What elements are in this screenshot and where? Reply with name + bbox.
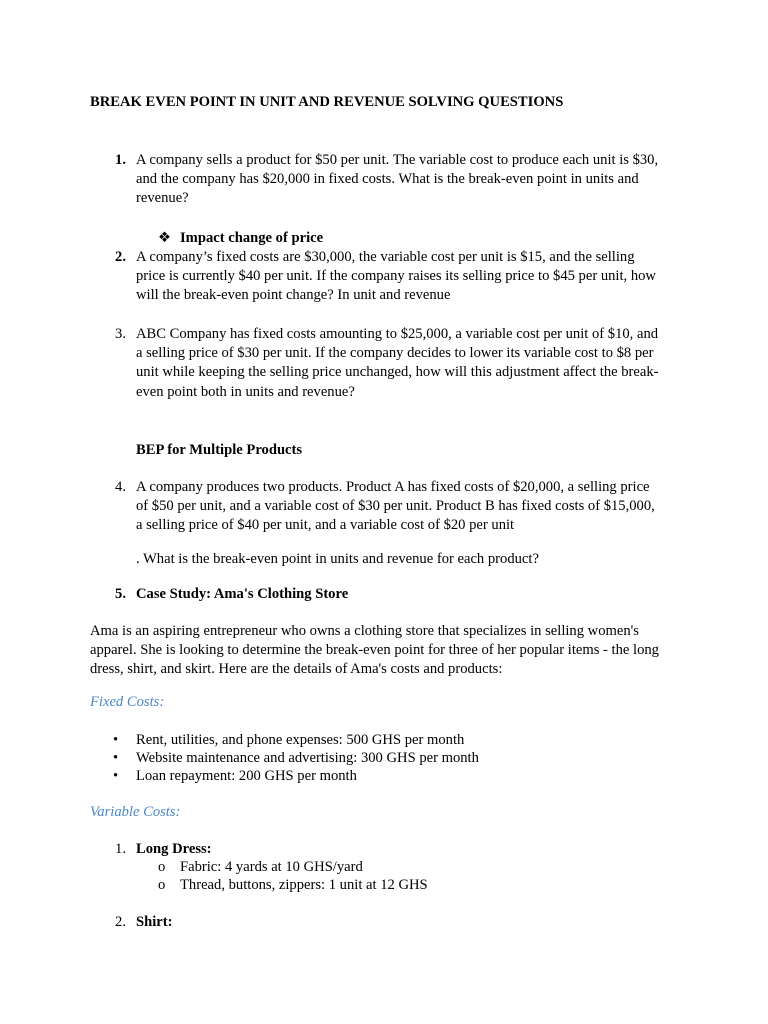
question-2-line: A company’s fixed costs are $30,000, the variable cost per unit is $15, and the selling: [136, 249, 635, 265]
case-intro-paragraph: [90, 622, 659, 680]
question-3-line: unit while keeping the selling price unchanged, how will this adjustment affect the break-: [136, 364, 659, 381]
variable-item-number: 1.: [115, 841, 126, 857]
question-4-text: [136, 478, 655, 536]
bullet-dot-icon: •: [113, 732, 119, 748]
diamond-bullet-icon: ❖: [158, 230, 172, 246]
fixed-cost-item: Rent, utilities, and phone expenses: 500 GHS per month: [136, 732, 465, 748]
question-4-line: of $50 per unit, and a variable cost of $30 per unit. Product B has fixed costs of $15,000,: [136, 498, 655, 515]
bullet-dot-icon: •: [113, 750, 119, 766]
variable-item-detail: Fabric: 4 yards at 10 GHS/yard: [180, 859, 363, 875]
question-3-number: 3.: [115, 326, 126, 342]
fixed-costs-heading: Fixed Costs:: [90, 694, 165, 710]
question-1-line: and the company has $20,000 in fixed costs. What is the break-even point in units and: [136, 171, 639, 188]
case-intro-line: Ama is an aspiring entrepreneur who owns a clothing store that specializes in selling women's: [90, 623, 639, 639]
variable-costs-heading: Variable Costs:: [90, 804, 181, 820]
question-3-text: [136, 325, 659, 402]
circle-bullet-icon: o: [158, 877, 166, 893]
bep-multiple-heading: BEP for Multiple Products: [136, 442, 303, 458]
question-4-line: A company produces two products. Product A has fixed costs of $20,000, a selling price: [136, 479, 650, 495]
impact-heading: Impact change of price: [180, 230, 324, 246]
case-intro-line: dress, shirt, and skirt. Here are the details of Ama's costs and products:: [90, 661, 503, 678]
case-intro-line: apparel. She is looking to determine the break-even point for three of her popular items - the long: [90, 642, 659, 659]
question-3-line: a selling price of $30 per unit. If the company decides to lower its variable cost to $8 per: [136, 345, 654, 362]
question-5-number: 5.: [115, 586, 126, 602]
question-4-followup: . What is the break-even point in units and revenue for each product?: [136, 551, 539, 567]
circle-bullet-icon: o: [158, 859, 166, 875]
question-2-text: [136, 248, 656, 306]
question-4-number: 4.: [115, 479, 126, 495]
question-4-line: a selling price of $40 per unit, and a variable cost of $20 per unit: [136, 517, 515, 534]
variable-item-detail: Thread, buttons, zippers: 1 unit at 12 GHS: [180, 877, 428, 893]
variable-item-name: Long Dress:: [136, 841, 212, 857]
variable-item-number: 2.: [115, 914, 126, 930]
bullet-dot-icon: •: [113, 768, 119, 784]
fixed-cost-item: Loan repayment: 200 GHS per month: [136, 768, 357, 784]
question-1-number: 1.: [115, 152, 126, 168]
question-1-line: revenue?: [136, 190, 189, 207]
variable-item-name: Shirt:: [136, 914, 173, 930]
question-1-text: [136, 151, 658, 209]
question-2-line: will the break-even point change? In unit and revenue: [136, 287, 451, 304]
question-1-line: A company sells a product for $50 per unit. The variable cost to produce each unit is $30,: [136, 152, 659, 168]
case-study-heading: Case Study: Ama's Clothing Store: [136, 586, 349, 602]
document-title: BREAK EVEN POINT IN UNIT AND REVENUE SOLVING QUESTIONS: [90, 94, 564, 110]
fixed-cost-item: Website maintenance and advertising: 300 GHS per month: [136, 750, 479, 766]
question-2-number: 2.: [115, 249, 126, 265]
question-2-line: price is currently $40 per unit. If the company raises its selling price to $45 per unit, how: [136, 268, 656, 285]
question-3-line: ABC Company has fixed costs amounting to $25,000, a variable cost per unit of $10, and: [136, 326, 659, 342]
question-3-line: even point both in units and revenue?: [136, 383, 355, 400]
